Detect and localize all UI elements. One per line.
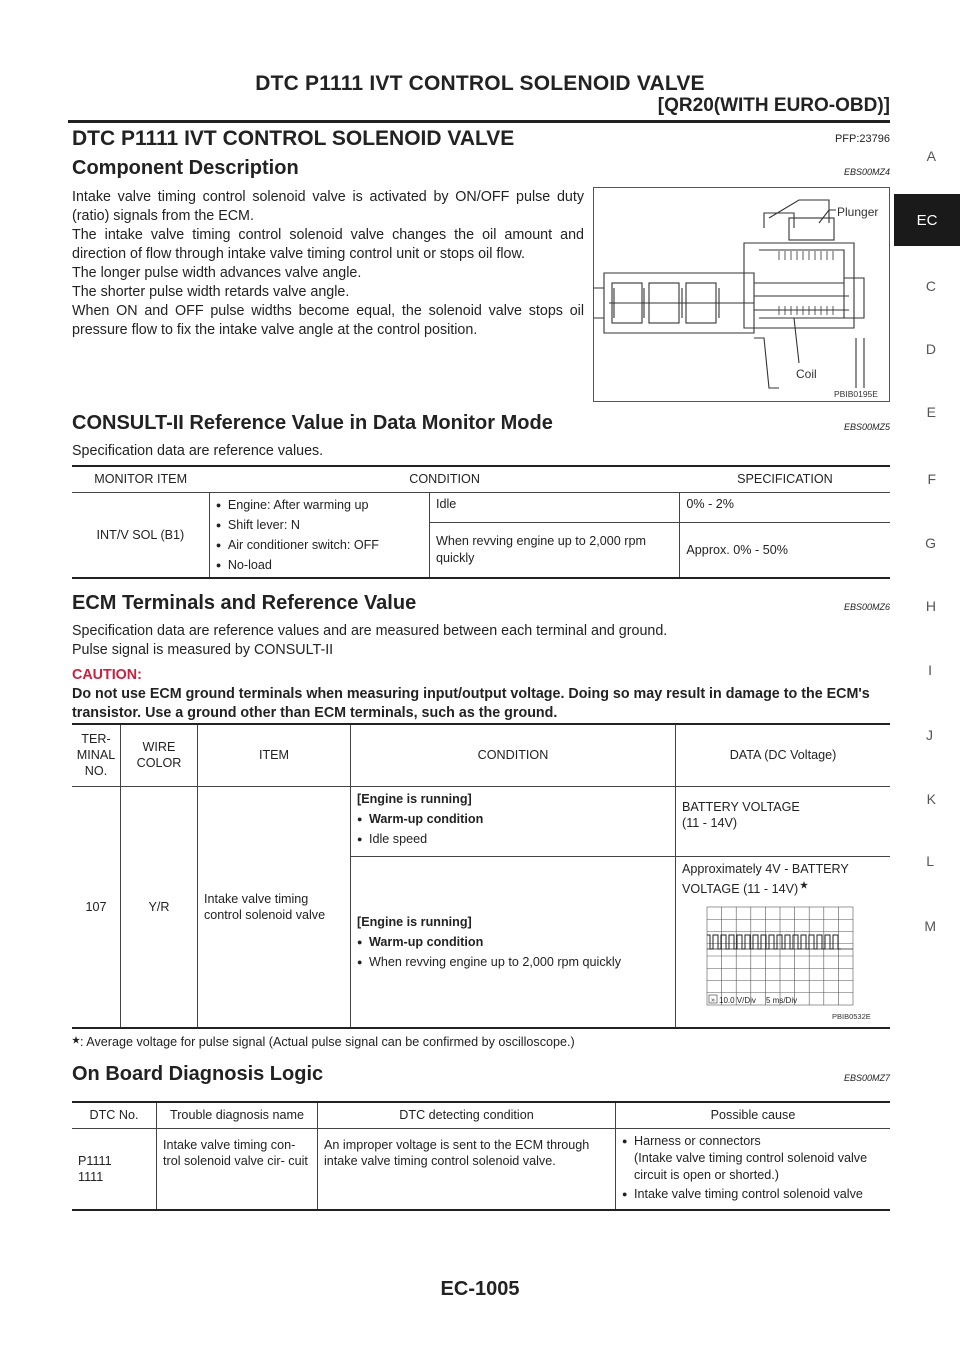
side-tab-a[interactable]: A [926,148,936,164]
col-header: DTC No. [89,1108,139,1123]
obd-table [72,1101,890,1211]
obd-heading: On Board Diagnosis Logic [72,1063,324,1085]
part-number: PFP:23796 [834,133,890,145]
ecm-heading: ECM Terminals and Reference Value [72,592,417,614]
ecm-note-1: Specification data are reference values and are measured between each terminal and ground. [72,623,668,639]
trouble-name: Intake valve timing con- trol solenoid valve cir- cuit [157,1128,318,1210]
ecm-code: EBS00MZ6 [843,602,890,612]
solenoid-figure [593,187,890,402]
page-header-subtitle: [QR20(WITH EURO-OBD)] [657,95,890,116]
condition-list [351,786,676,856]
star-icon [800,881,808,889]
data-cell [676,786,891,856]
oscilloscope-waveform [682,901,882,1023]
dtc-number [72,1128,157,1210]
condition-head: [Engine is running] [357,914,472,929]
page-number: EC-1005 [440,1278,520,1300]
caution-text: Do not use ECM ground terminals when measuring input/output voltage. Doing so may result in damage to the ECM's transistor. Use a ground other than ECM terminals, such as the ground. [72,686,870,721]
spec-cell: 0% - 2% [680,492,890,522]
condition-item: ● No-load [216,555,423,575]
coil-label: Coil [796,367,817,381]
condition-item: ● Warm-up condition [357,932,669,952]
page-header-title: DTC P1111 IVT CONTROL SOLENOID VALVE [255,72,705,95]
obd-code: EBS00MZ7 [843,1073,890,1083]
ecm-table [72,723,890,1029]
side-tab-h[interactable]: H [925,598,936,614]
header-divider [68,120,890,123]
col-header: DTC detecting condition [318,1102,616,1128]
dtc-code: P1111 [78,1153,112,1168]
side-tab-f[interactable]: F [927,471,936,487]
component-line: Intake valve timing control solenoid valve is activated by ON/OFF pulse duty (ratio) signals from the ECM. [72,189,584,224]
col-header: CONDITION [409,472,480,487]
cause-item: ● Harness or connectors [622,1133,884,1150]
side-tab-ec[interactable]: EC [894,194,960,246]
component-line: The intake valve timing control solenoid valve changes the oil amount and direction of flow through intake valve timing control unit or stops oil flow. [72,227,584,262]
section-title: DTC P1111 IVT CONTROL SOLENOID VALVE [72,127,515,150]
component-code: EBS00MZ4 [843,167,890,177]
data-line [682,879,884,899]
plunger-label: Plunger [837,205,879,219]
col-header: Trouble diagnosis name [157,1102,318,1128]
condition-item: ● Idle speed [357,829,669,849]
col-header: ITEM [198,724,351,786]
col-header: TER- MINAL NO. [76,732,116,779]
condition-cell: Idle [429,492,679,522]
terminal-number: 107 [85,899,107,914]
data-cell [676,856,891,1028]
condition-list [351,856,676,1028]
ecm-note-2: Pulse signal is measured by CONSULT-II [72,642,334,658]
side-tab-j[interactable]: J [926,727,933,743]
col-header: SPECIFICATION [737,472,833,487]
dtc-code: 1111 [78,1169,104,1184]
condition-item: ● Engine: After warming up [216,495,423,515]
wire-color: Y/R [121,786,198,1028]
scope-id: PBIB0532E [832,1011,871,1021]
col-header: Possible cause [616,1102,891,1128]
condition-list [209,492,429,578]
detecting-condition: An improper voltage is sent to the ECM through intake valve timing control solenoid valve. [318,1128,616,1210]
data-line: (11 - 14V) [682,815,738,830]
star-icon [72,1036,80,1044]
consult-table [72,465,890,579]
col-header: MONITOR ITEM [94,472,188,487]
cause-item: ● Intake valve timing control solenoid valve [622,1184,884,1204]
col-header: CONDITION [351,724,676,786]
scope-time: 5 ms/Div [766,995,798,1005]
data-line: BATTERY VOLTAGE [682,799,800,814]
condition-cell: When revving engine up to 2,000 rpm quickly [429,522,679,578]
condition-item: ● Warm-up condition [357,809,669,829]
solenoid-drawing [594,188,889,401]
side-tab-i[interactable]: I [928,662,932,678]
component-description [72,188,584,340]
side-tab-m[interactable]: M [924,918,936,934]
consult-code: EBS00MZ5 [843,422,890,432]
side-tab-c[interactable]: C [925,278,936,294]
side-tab-g[interactable]: G [925,535,936,551]
component-line: When ON and OFF pulse widths become equal, the solenoid valve stops oil pressure flow to fix the intake valve angle at the control position. [72,303,584,338]
consult-heading: CONSULT-II Reference Value in Data Monitor Mode [72,412,553,434]
footnote-text: : Average voltage for pulse signal (Actual pulse signal can be confirmed by oscilloscope.) [80,1035,575,1049]
col-header: WIRE COLOR [121,724,198,786]
component-line: The longer pulse width advances valve angle. [72,265,362,281]
condition-item: ● When revving engine up to 2,000 rpm quickly [357,952,669,972]
component-heading: Component Description [72,157,299,179]
caution-title: CAUTION: [72,667,142,683]
possible-cause [616,1128,891,1210]
cause-detail: (Intake valve timing control solenoid valve circuit is open or shorted.) [634,1151,868,1183]
spec-cell: Approx. 0% - 50% [680,522,890,578]
scope-volts: 10.0 V/Div [719,995,756,1005]
side-tab-d[interactable]: D [925,341,936,357]
condition-item: ● Shift lever: N [216,515,423,535]
condition-item: ● Air conditioner switch: OFF [216,535,423,555]
data-line-text: VOLTAGE (11 - 14V) [682,881,799,896]
consult-note: Specification data are reference values. [72,443,324,459]
ecm-footnote [72,1035,575,1049]
col-header: DATA (DC Voltage) [676,724,891,786]
side-tab-k[interactable]: K [926,791,936,807]
monitor-item: INT/V SOL (B1) [96,527,185,542]
figure-id: PBIB0195E [834,389,878,399]
side-tab-l[interactable]: L [926,853,934,869]
condition-head: [Engine is running] [357,791,472,806]
data-line: Approximately 4V - BATTERY [682,861,849,876]
svg-text:»: » [711,996,715,1004]
item-name: Intake valve timing control solenoid valve [198,786,351,1028]
component-line: The shorter pulse width retards valve angle. [72,284,350,300]
side-tab-e[interactable]: E [926,404,936,420]
